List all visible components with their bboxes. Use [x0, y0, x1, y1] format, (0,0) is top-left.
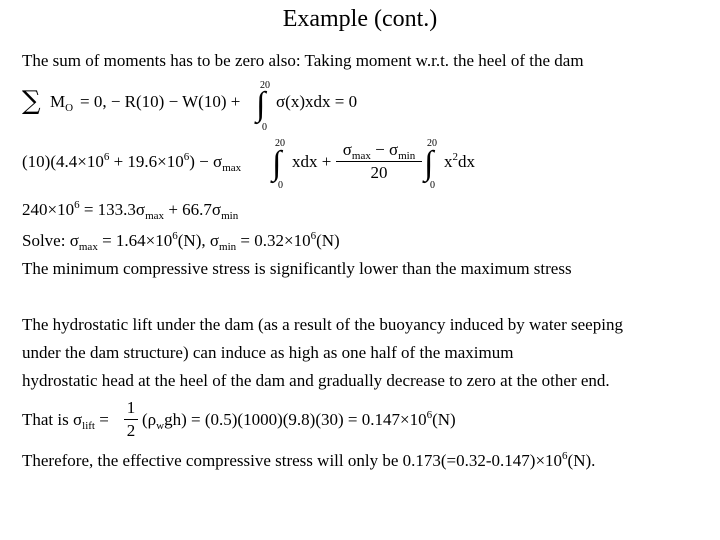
lift-rho-sub: w — [156, 420, 165, 432]
lift-expression — [142, 410, 456, 430]
integral-sign: ∫ — [424, 145, 434, 182]
num-sigma: σ — [342, 140, 352, 159]
lift-product: gh) = (0.5)(1000)(9.8)(30) = 0.147×10 — [164, 410, 427, 429]
eq2-integrand2 — [444, 152, 475, 172]
upper-limit: 20 — [275, 138, 285, 149]
eq3-a-exp: 6 — [74, 199, 80, 211]
solve-value-min: = 0.32×10 — [236, 231, 311, 250]
integrand2-exp: 2 — [452, 151, 458, 163]
eq2-left — [22, 152, 241, 172]
solve-exp-min: 6 — [310, 230, 317, 242]
moment-subscript: O — [65, 102, 74, 114]
stress-fraction — [336, 140, 422, 183]
integral-sign: ∫ — [272, 145, 282, 182]
eq3-a: 240×10 — [22, 200, 75, 219]
solve-unit-max: (N), σ — [177, 231, 220, 250]
eq2-term2: + 19.6×10 — [109, 152, 184, 171]
integrand2-x: x — [444, 152, 453, 171]
lift-label — [22, 410, 109, 430]
integrand2-dx: dx — [458, 152, 475, 171]
integral-1 — [256, 80, 276, 133]
eq3-b-sub: max — [145, 210, 165, 222]
final-statement — [22, 451, 595, 471]
moment-terms: = 0, − R(10) − W(10) + — [80, 92, 241, 111]
lift-sigma: That is σ — [22, 410, 83, 429]
eq3-b: = 133.3σ — [79, 200, 146, 219]
final-exp: 6 — [562, 450, 568, 462]
upper-limit: 20 — [427, 138, 437, 149]
half-numerator: 1 — [126, 398, 136, 417]
eq2-term3: ) − σ — [189, 152, 223, 171]
num-sub-max: max — [351, 150, 371, 162]
intro-text: The sum of moments has to be zero also: Taking moment w.r.t. the heel of the dam — [22, 51, 584, 70]
num-sub-min: min — [398, 150, 416, 162]
lift-unit: (N) — [432, 410, 456, 429]
solution-line — [22, 231, 340, 251]
simplified-equation — [22, 200, 238, 220]
half-denominator: 2 — [126, 421, 136, 440]
solve-sub-min: min — [219, 241, 237, 253]
lift-exp: 6 — [426, 409, 433, 421]
paragraph-line-2: under the dam structure) can induce as high as one half of the maximum — [22, 343, 514, 362]
eq2-sub-max: max — [222, 162, 242, 174]
moment-letter: M — [50, 92, 66, 111]
moment-label — [50, 92, 73, 112]
integral-2 — [272, 138, 292, 190]
lower-limit: 0 — [278, 180, 283, 191]
fraction-denominator: 20 — [370, 163, 388, 182]
stress-note: The minimum compressive stress is significantly lower than the maximum stress — [22, 259, 572, 278]
solve-unit-min: (N) — [316, 231, 340, 250]
eq3-c: + 66.7σ — [164, 200, 222, 219]
solve-label: Solve: σ — [22, 231, 79, 250]
half-bar — [124, 419, 138, 420]
summation-symbol: ∑ — [22, 86, 41, 116]
paragraph-line-3: hydrostatic head at the heel of the dam and gradually decrease to zero at the other end. — [22, 371, 610, 390]
slide-title: Example (cont.) — [282, 6, 438, 32]
solve-value-max: = 1.64×10 — [97, 231, 173, 250]
lift-sub: lift — [82, 420, 95, 432]
eq3-c-sub: min — [221, 210, 239, 222]
eq2-exp2: 6 — [183, 151, 190, 163]
upper-limit: 20 — [260, 80, 270, 91]
lift-rho: (ρ — [142, 410, 157, 429]
final-text: Therefore, the effective compressive stress will only be 0.173(=0.32-0.147)×10 — [22, 451, 563, 470]
eq2-exp1: 6 — [103, 151, 110, 163]
solve-sub-max: max — [78, 241, 98, 253]
integral-3 — [424, 138, 444, 190]
eq2-term1: (10)(4.4×10 — [22, 152, 104, 171]
final-unit: (N). — [567, 451, 596, 470]
eq2-integrand1: xdx + — [292, 152, 332, 171]
lift-eq: = — [95, 410, 109, 429]
lower-limit: 0 — [262, 122, 267, 133]
fraction-numerator — [336, 140, 422, 160]
solve-exp-max: 6 — [172, 230, 178, 242]
lower-limit: 0 — [430, 180, 435, 191]
paragraph-line-1: The hydrostatic lift under the dam (as a result of the buoyancy induced by water seeping — [22, 315, 623, 334]
half-fraction — [124, 398, 138, 441]
integral-sign: ∫ — [256, 86, 266, 123]
moment-integrand: σ(x)xdx = 0 — [276, 92, 358, 111]
num-mid: − σ — [370, 140, 399, 159]
